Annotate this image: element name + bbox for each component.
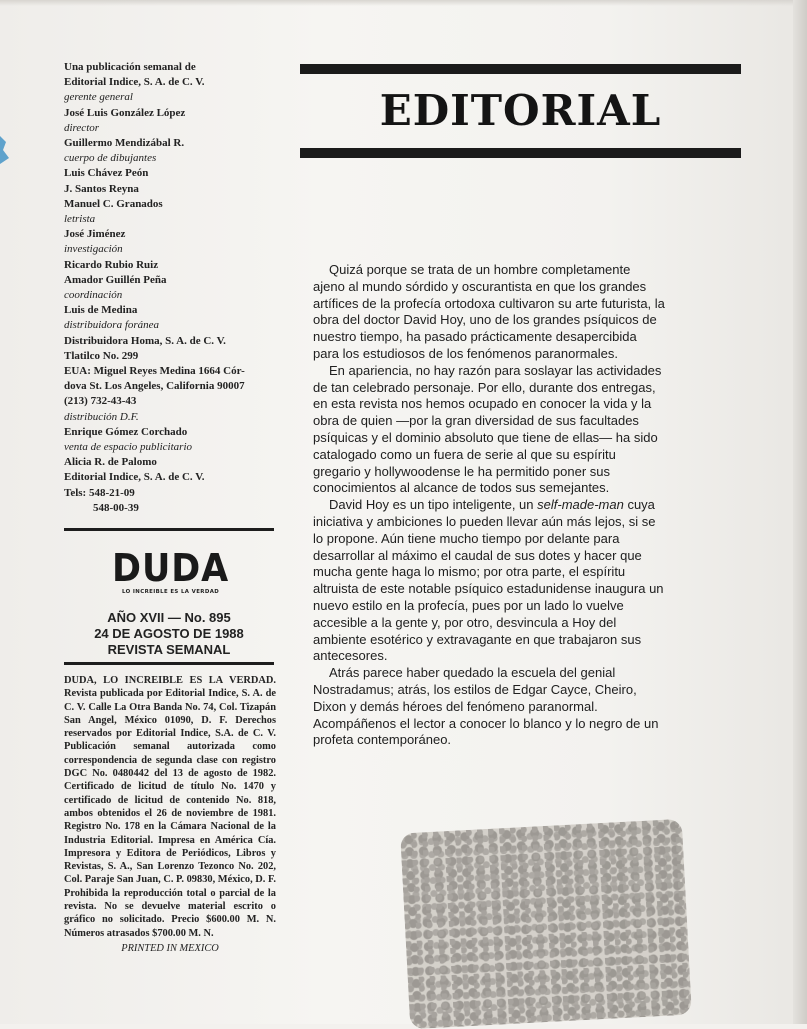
duda-logo: [112, 546, 230, 596]
credit-name: Manuel C. Granados: [64, 197, 163, 210]
legal-text: DUDA, LO INCREIBLE ES LA VERDAD. Revista publicada por Editorial Indice, S. A. de C. V. Calle La Otra Banda No. 74, Col. Tizapán San Angel, México 01090, D. F. Derechos reservados por Editorial Indice, S.A. de C. V. Publicación semanal autorizada como correspondencia de segunda clase con registro DGC No. 0480442 del 13 de agosto de 1982. Certificado de licitud de título No. 1470 y certificado de licitud de contenido No. 818, ambos obtenidos el 26 de noviembre de 1981. Registro No. 178 en la Cámara Nacional de la Industria Editorial. Impresa en América Cía. Impresora y Editora de Periódicos, Libros y Revistas, S. A., San Lorenzo Tezonco No. 202, Col. Paraje San Juan, C. P. 09830, México, D. F. Prohibida la reproducción total o parcial de la revista. No se devuelve material escrito o gráfico no solicitado. Precio $600.00 M. N. Números atrasados $700.00 M. N.: [64, 675, 276, 939]
paragraph-italic: self-made-man: [537, 497, 624, 513]
phone-line: Tels: 548-21-09: [64, 486, 135, 499]
masthead-intro: Una publicación semanal de: [64, 61, 196, 73]
issue-date: 24 DE AGOSTO DE 1988: [94, 626, 244, 641]
credit-role: investigación: [64, 243, 123, 256]
paragraph-text: David Hoy es un tipo inteligente, un: [329, 497, 538, 513]
divider-rule: [64, 528, 274, 531]
eua-address-line: dova St. Los Angeles, California 90007: [64, 380, 245, 393]
editorial-paragraph: [313, 497, 665, 665]
publisher-name: Editorial Indice, S. A. de C. V.: [64, 471, 205, 484]
credit-name: Luis Chávez Peón: [64, 167, 149, 180]
credit-name: José Luis González López: [64, 106, 186, 119]
paragraph-text: cuya iniciativa y ambiciones lo pueden llevar aún más lejos, si se lo propone. Aún tiene mucho tiempo por delante para desarrollar al máximo el caudal de sus dotes y hacer que mucha gente haga lo mismo; por otra parte, el espíritu altruista de este notable psíquico estadunidense inaugura un nuevo estilo en la profecía, pues por un lado lo vuelve accesible a la gente y, por otro, desvincula a Hoy del ambiente esotérico y extravagante en que trabajaron sus antecesores.: [313, 497, 664, 664]
issue-info: [64, 610, 274, 658]
credit-role: coordinación: [64, 289, 123, 302]
credit-name: Tlatilco No. 299: [64, 349, 139, 362]
paper-stain: [400, 819, 692, 1029]
credit-role: letrista: [64, 213, 96, 226]
editorial-body: [313, 262, 665, 749]
credit-name: Guillermo Mendizábal R.: [64, 137, 185, 150]
credit-name: Distribuidora Homa, S. A. de C. V.: [64, 334, 226, 347]
credit-role: director: [64, 121, 100, 134]
credit-name: Amador Guillén Peña: [64, 273, 167, 286]
ink-mark: [0, 128, 12, 168]
eua-address-line: EUA: Miguel Reyes Medina 1664 Cór-: [64, 365, 245, 378]
credit-name: Alicia R. de Palomo: [64, 456, 157, 469]
page-right-edge: [793, 0, 807, 1024]
editorial-title: EDITORIAL: [379, 86, 662, 135]
printed-in: PRINTED IN MEXICO: [121, 942, 219, 954]
editorial-paragraph: En apariencia, no hay razón para soslayar las actividades de tan celebrado personaje. Por ello, durante dos entregas, en esta revista nos hemos ocupado en conocer la vida y la obra de quien —por la gran diversidad de sus facultades psíquicas y el dominio absoluto que tiene de ellas— ha sido catalogado como un fuera de serie al que su espíritu gregario y hollywoodense le ha permitido poner sus conocimientos al alcance de todos sus semejantes.: [313, 362, 662, 496]
credit-name: Enrique Gómez Corchado: [64, 425, 188, 438]
issue-number: AÑO XVII — No. 895: [107, 610, 231, 625]
masthead-publisher: Editorial Indice, S. A. de C. V.: [64, 76, 205, 89]
editorial-paragraph: Quizá porque se trata de un hombre completamente ajeno al mundo sórdido y oscurantista en que los grandes artífices de la profecía ortodoxa cultivaron su arte futurista, la obra del doctor David Hoy, uno de los grandes psíquicos de nuestro tiempo, ha pasado prácticamente desapercibida para los estudiosos de los fenómenos paranormales.: [313, 262, 665, 361]
credit-role: venta de espacio publicitario: [64, 441, 192, 454]
credit-name: Luis de Medina: [64, 304, 138, 317]
editorial-paragraph: Atrás parece haber quedado la escuela del genial Nostradamus; atrás, los estilos de Edgar Cayce, Cheiro, Dixon y demás héroes del fenómeno paranormal. Acompáñenos el lector a conocer lo blanco y lo negro de un profeta contemporáneo.: [313, 665, 659, 748]
page-top-edge: [0, 0, 807, 6]
divider-rule: [64, 662, 274, 665]
credit-name: José Jiménez: [64, 228, 126, 241]
credit-role: cuerpo de dibujantes: [64, 152, 157, 165]
credit-role: distribución D.F.: [64, 410, 139, 423]
masthead-credits: [64, 60, 284, 516]
eua-address-line: (213) 732-43-43: [64, 395, 137, 408]
credit-name: Ricardo Rubio Ruiz: [64, 258, 159, 271]
logo-tagline: LO INCREIBLE ES LA VERDAD: [122, 589, 220, 595]
legal-notice: [64, 674, 276, 955]
phone-line: 548-00-39: [93, 501, 139, 514]
title-rule-top: [300, 64, 741, 74]
credit-name: J. Santos Reyna: [64, 182, 139, 195]
issue-frequency: REVISTA SEMANAL: [107, 642, 231, 657]
credit-role: distribuidora foránea: [64, 319, 160, 332]
title-rule-bottom: [300, 148, 741, 158]
credit-role: gerente general: [64, 91, 133, 104]
logo-wordmark: DUDA: [112, 546, 230, 590]
